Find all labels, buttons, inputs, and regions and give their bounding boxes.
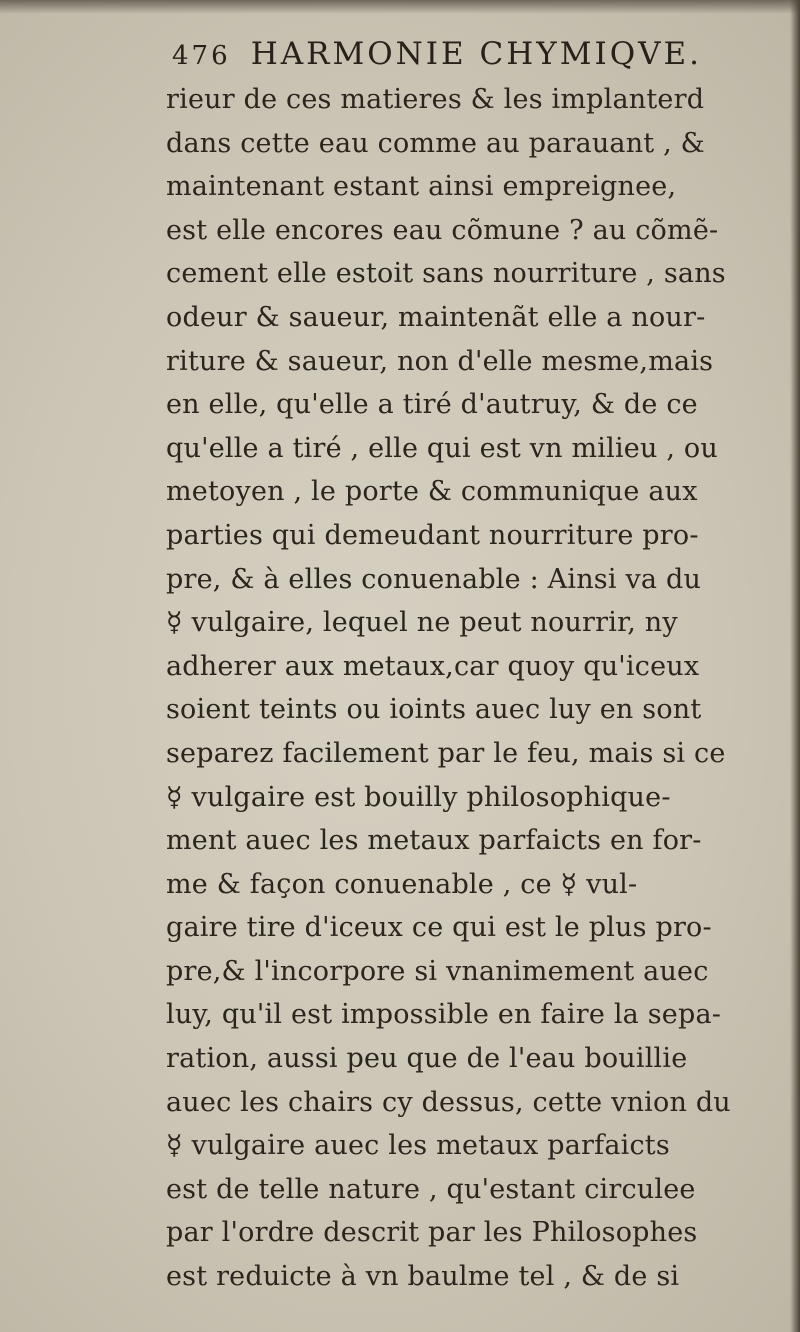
text-line: ☿ vulgaire auec les metaux parfaicts xyxy=(166,1130,670,1162)
text-line: par l'ordre descrit par les Philosophes xyxy=(166,1217,698,1249)
text-line: est elle encores eau cõmune ? au cõmẽ- xyxy=(166,214,719,246)
text-line: est reduicte à vn baulme tel , & de si xyxy=(166,1261,680,1293)
running-title: HARMONIE CHYMIQVE. xyxy=(250,36,702,72)
body-text xyxy=(166,78,766,1299)
text-line: dans cette eau comme au parauant , & xyxy=(166,127,705,159)
text-line: auec les chairs cy dessus, cette vnion du xyxy=(166,1086,731,1118)
text-line: est de telle nature , qu'estant circulee xyxy=(166,1173,696,1205)
text-line: odeur & saueur, maintenãt elle a nour- xyxy=(166,301,706,333)
text-line: me & façon conuenable , ce ☿ vul- xyxy=(166,868,638,900)
page-top-shadow xyxy=(0,0,800,14)
text-line: parties qui demeudant nourriture pro- xyxy=(166,519,699,551)
text-line: ment auec les metaux parfaicts en for- xyxy=(166,825,702,857)
text-line: soient teints ou ioints auec luy en sont xyxy=(166,694,702,726)
text-line: riture & saueur, non d'elle mesme,mais xyxy=(166,345,714,377)
text-line: gaire tire d'iceux ce qui est le plus pro- xyxy=(166,912,712,944)
page-number: 476 xyxy=(172,41,231,71)
text-line: ☿ vulgaire, lequel ne peut nourrir, ny xyxy=(166,607,678,639)
text-line: separez facilement par le feu, mais si ce xyxy=(166,737,726,769)
text-line: rieur de ces matieres & les implanterd xyxy=(166,84,705,115)
text-line: ☿ vulgaire est bouilly philosophique- xyxy=(166,781,671,813)
text-line: pre, & à elles conuenable : Ainsi va du xyxy=(166,563,702,595)
text-line: luy, qu'il est impossible en faire la sepa- xyxy=(166,999,722,1031)
text-line: adherer aux metaux,car quoy qu'iceux xyxy=(166,650,700,682)
text-line: maintenant estant ainsi empreignee, xyxy=(166,171,677,203)
text-line: qu'elle a tiré , elle qui est vn milieu , ou xyxy=(166,432,718,464)
text-line: ration, aussi peu que de l'eau bouillie xyxy=(166,1043,688,1075)
text-line: cement elle estoit sans nourriture , sans xyxy=(166,258,726,290)
page-gutter-edge xyxy=(790,0,800,1332)
text-line: en elle, qu'elle a tiré d'autruy, & de ce xyxy=(166,389,698,421)
text-line: pre,& l'incorpore si vnanimement auec xyxy=(166,955,709,987)
text-line: metoyen , le porte & communique aux xyxy=(166,476,698,508)
